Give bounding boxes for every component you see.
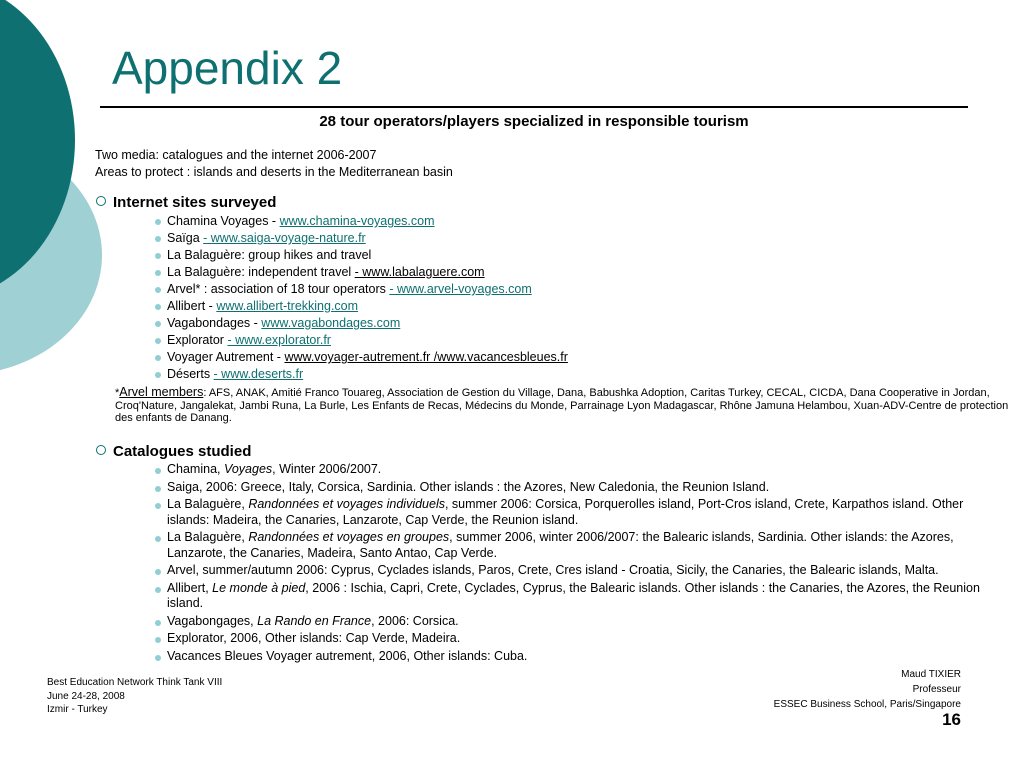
- bullet-icon: [155, 620, 161, 626]
- intro-line-media: Two media: catalogues and the internet 2006-2007: [95, 148, 377, 162]
- page-number: 16: [942, 710, 961, 729]
- list-item: [155, 281, 1005, 298]
- list-item: [155, 332, 1005, 349]
- list-item: [155, 581, 1005, 612]
- item-text: Saiga, 2006: Greece, Italy, Corsica, Sardinia. Other islands : the Azores, New Caledonia, the Reunion Island.: [167, 479, 770, 494]
- slide-title: Appendix 2: [112, 42, 343, 94]
- item-text: La Balaguère: independent travel: [167, 265, 355, 279]
- item-text: , Winter 2006/2007.: [272, 462, 382, 476]
- bullet-icon: [155, 270, 161, 276]
- footer-event-location: Izmir - Turkey: [47, 704, 108, 715]
- item-text: Vacances Bleues Voyager autrement, 2006, Other islands: Cuba.: [167, 648, 528, 663]
- ring-bullet-icon: [96, 196, 106, 206]
- footer-event-date: June 24-28, 2008: [47, 690, 125, 702]
- item-text: Allibert,: [167, 580, 213, 595]
- item-text: Voyager Autrement -: [167, 350, 285, 364]
- item-text: La Balaguère,: [167, 497, 249, 511]
- item-text: Explorator: [167, 333, 228, 347]
- bullet-icon: [155, 321, 161, 327]
- bullet-icon: [155, 338, 161, 344]
- internet-heading-label: Internet sites surveyed: [113, 194, 277, 211]
- bullet-icon: [155, 355, 161, 361]
- internet-section-heading: [96, 194, 276, 212]
- catalogues-section-heading: [96, 443, 251, 461]
- item-title: Randonnées et voyages individuels: [248, 497, 445, 511]
- intro-text: [95, 147, 453, 180]
- decorative-circles: [0, 0, 110, 380]
- arvel-members-note: [115, 386, 1010, 425]
- item-text: , 2006: Corsica.: [371, 613, 459, 628]
- catalogues-list: [155, 462, 1005, 666]
- item-title: Le monde à pied: [212, 580, 306, 595]
- list-item: [155, 649, 1005, 665]
- item-text: Saïga: [167, 231, 204, 245]
- item-text: Vagabondages -: [167, 316, 262, 330]
- item-text: Chamina Voyages -: [167, 214, 280, 228]
- list-item: [155, 480, 1005, 496]
- item-text: Déserts: [167, 367, 214, 381]
- footer-author-info: [774, 667, 961, 712]
- internet-sites-list: [155, 213, 1005, 383]
- bullet-icon: [155, 536, 161, 542]
- item-text: Explorator, 2006, Other islands: Cap Verde, Madeira.: [167, 631, 461, 645]
- list-item: [155, 530, 1005, 561]
- item-link[interactable]: - www.saiga-voyage-nature.fr: [203, 231, 366, 245]
- bullet-icon: [155, 655, 161, 661]
- list-item: [155, 497, 1005, 528]
- bullet-icon: [155, 486, 161, 492]
- bullet-icon: [155, 503, 161, 509]
- footer-author-name: Maud TIXIER: [901, 669, 961, 680]
- item-link[interactable]: - www.arvel-voyages.com: [389, 282, 532, 296]
- list-item: [155, 349, 1005, 366]
- list-item: [155, 213, 1005, 230]
- bullet-icon: [155, 304, 161, 310]
- footer-author-school: ESSEC Business School, Paris/Singapore: [773, 699, 961, 710]
- list-item: [155, 631, 1005, 647]
- item-link[interactable]: www.vagabondages.com: [261, 316, 401, 330]
- bullet-icon: [155, 236, 161, 242]
- bullet-icon: [155, 637, 161, 643]
- item-title: Voyages: [223, 462, 273, 476]
- item-text: La Balaguère: group hikes and travel: [167, 248, 372, 262]
- item-link[interactable]: - www.labalaguere.com: [354, 265, 485, 279]
- list-item: [155, 230, 1005, 247]
- item-text: Arvel* : association of 18 tour operators: [167, 282, 390, 296]
- item-text: Arvel, summer/autumn 2006: Cyprus, Cyclades islands, Paros, Crete, Cres island - Croatia, Sicily, the Canaries, the Balearic islands, Malta.: [167, 563, 939, 577]
- item-text: Chamina,: [167, 462, 224, 476]
- item-text: , summer 2006, winter 2006/2007: the Balearic islands, Sardinia. Other islands: the Azores, Lanzarote, the Canaries, Madeira, Santo Antao, Cap Verde.: [167, 530, 954, 560]
- bullet-icon: [155, 587, 161, 593]
- list-item: [155, 264, 1005, 281]
- item-link[interactable]: www.allibert-trekking.com: [216, 299, 359, 313]
- bullet-icon: [155, 253, 161, 259]
- bullet-icon: [155, 468, 161, 474]
- item-link[interactable]: www.chamina-voyages.com: [279, 214, 435, 228]
- item-text: , 2006 : Ischia, Capri, Crete, Cyclades, Cyprus, the Balearic islands. Other islands : the Canaries, the Azores, the Reunion island.: [167, 580, 980, 610]
- item-text: La Balaguère,: [167, 530, 249, 544]
- bullet-icon: [155, 219, 161, 225]
- list-item: [155, 366, 1005, 383]
- item-link[interactable]: - www.deserts.fr: [213, 367, 304, 381]
- bullet-icon: [155, 569, 161, 575]
- ring-bullet-icon: [96, 445, 106, 455]
- arvel-members-text: : AFS, ANAK, Amitié Franco Touareg, Association de Gestion du Village, Dana, Babushka Adoption, Caritas Turkey, CECAL, CICDA, Dana Cooperative in Jordan, Croq'Nature, Jangalekat, Jambi Runa, La Burle, Les Enfants de Recas, Médecins du Monde, Parrainage Lyon Madagascar, Rhône Jamuna Helambou, Xuan-ADV-Centre de protection des enfants de Danang.: [115, 387, 1009, 424]
- list-item: [155, 563, 1005, 579]
- list-item: [155, 247, 1005, 264]
- footnote-star: *: [115, 387, 120, 399]
- arvel-members-label: Arvel members: [119, 385, 204, 399]
- item-text: Allibert -: [167, 299, 217, 313]
- list-item: [155, 315, 1005, 332]
- item-title: Randonnées et voyages en groupes: [248, 530, 450, 544]
- item-text: Vagabongages,: [167, 613, 258, 628]
- item-link[interactable]: www.voyager-autrement.fr /www.vacancesbleues.fr: [284, 350, 568, 364]
- list-item: [155, 462, 1005, 478]
- list-item: [155, 614, 1005, 630]
- item-text: , summer 2006: Corsica, Porquerolles island, Port-Cros island, Crete, Karpathos island. Other islands: Madeira, the Canaries, Lanzarote, Cap Verde, the Reunion island.: [167, 497, 964, 527]
- footer-event-info: [47, 676, 222, 717]
- footer-event-name: Best Education Network Think Tank VIII: [47, 677, 223, 688]
- item-title: La Rando en France: [257, 613, 372, 628]
- slide-subtitle: 28 tour operators/players specialized in responsible tourism: [319, 113, 749, 130]
- footer-author-role: Professeur: [912, 684, 961, 695]
- bullet-icon: [155, 287, 161, 293]
- intro-line-areas: Areas to protect : islands and deserts in the Mediterranean basin: [95, 164, 453, 179]
- bullet-icon: [155, 372, 161, 378]
- list-item: [155, 298, 1005, 315]
- catalogues-heading-label: Catalogues studied: [113, 443, 252, 460]
- title-divider: [100, 106, 968, 108]
- item-link[interactable]: - www.explorator.fr: [227, 333, 331, 347]
